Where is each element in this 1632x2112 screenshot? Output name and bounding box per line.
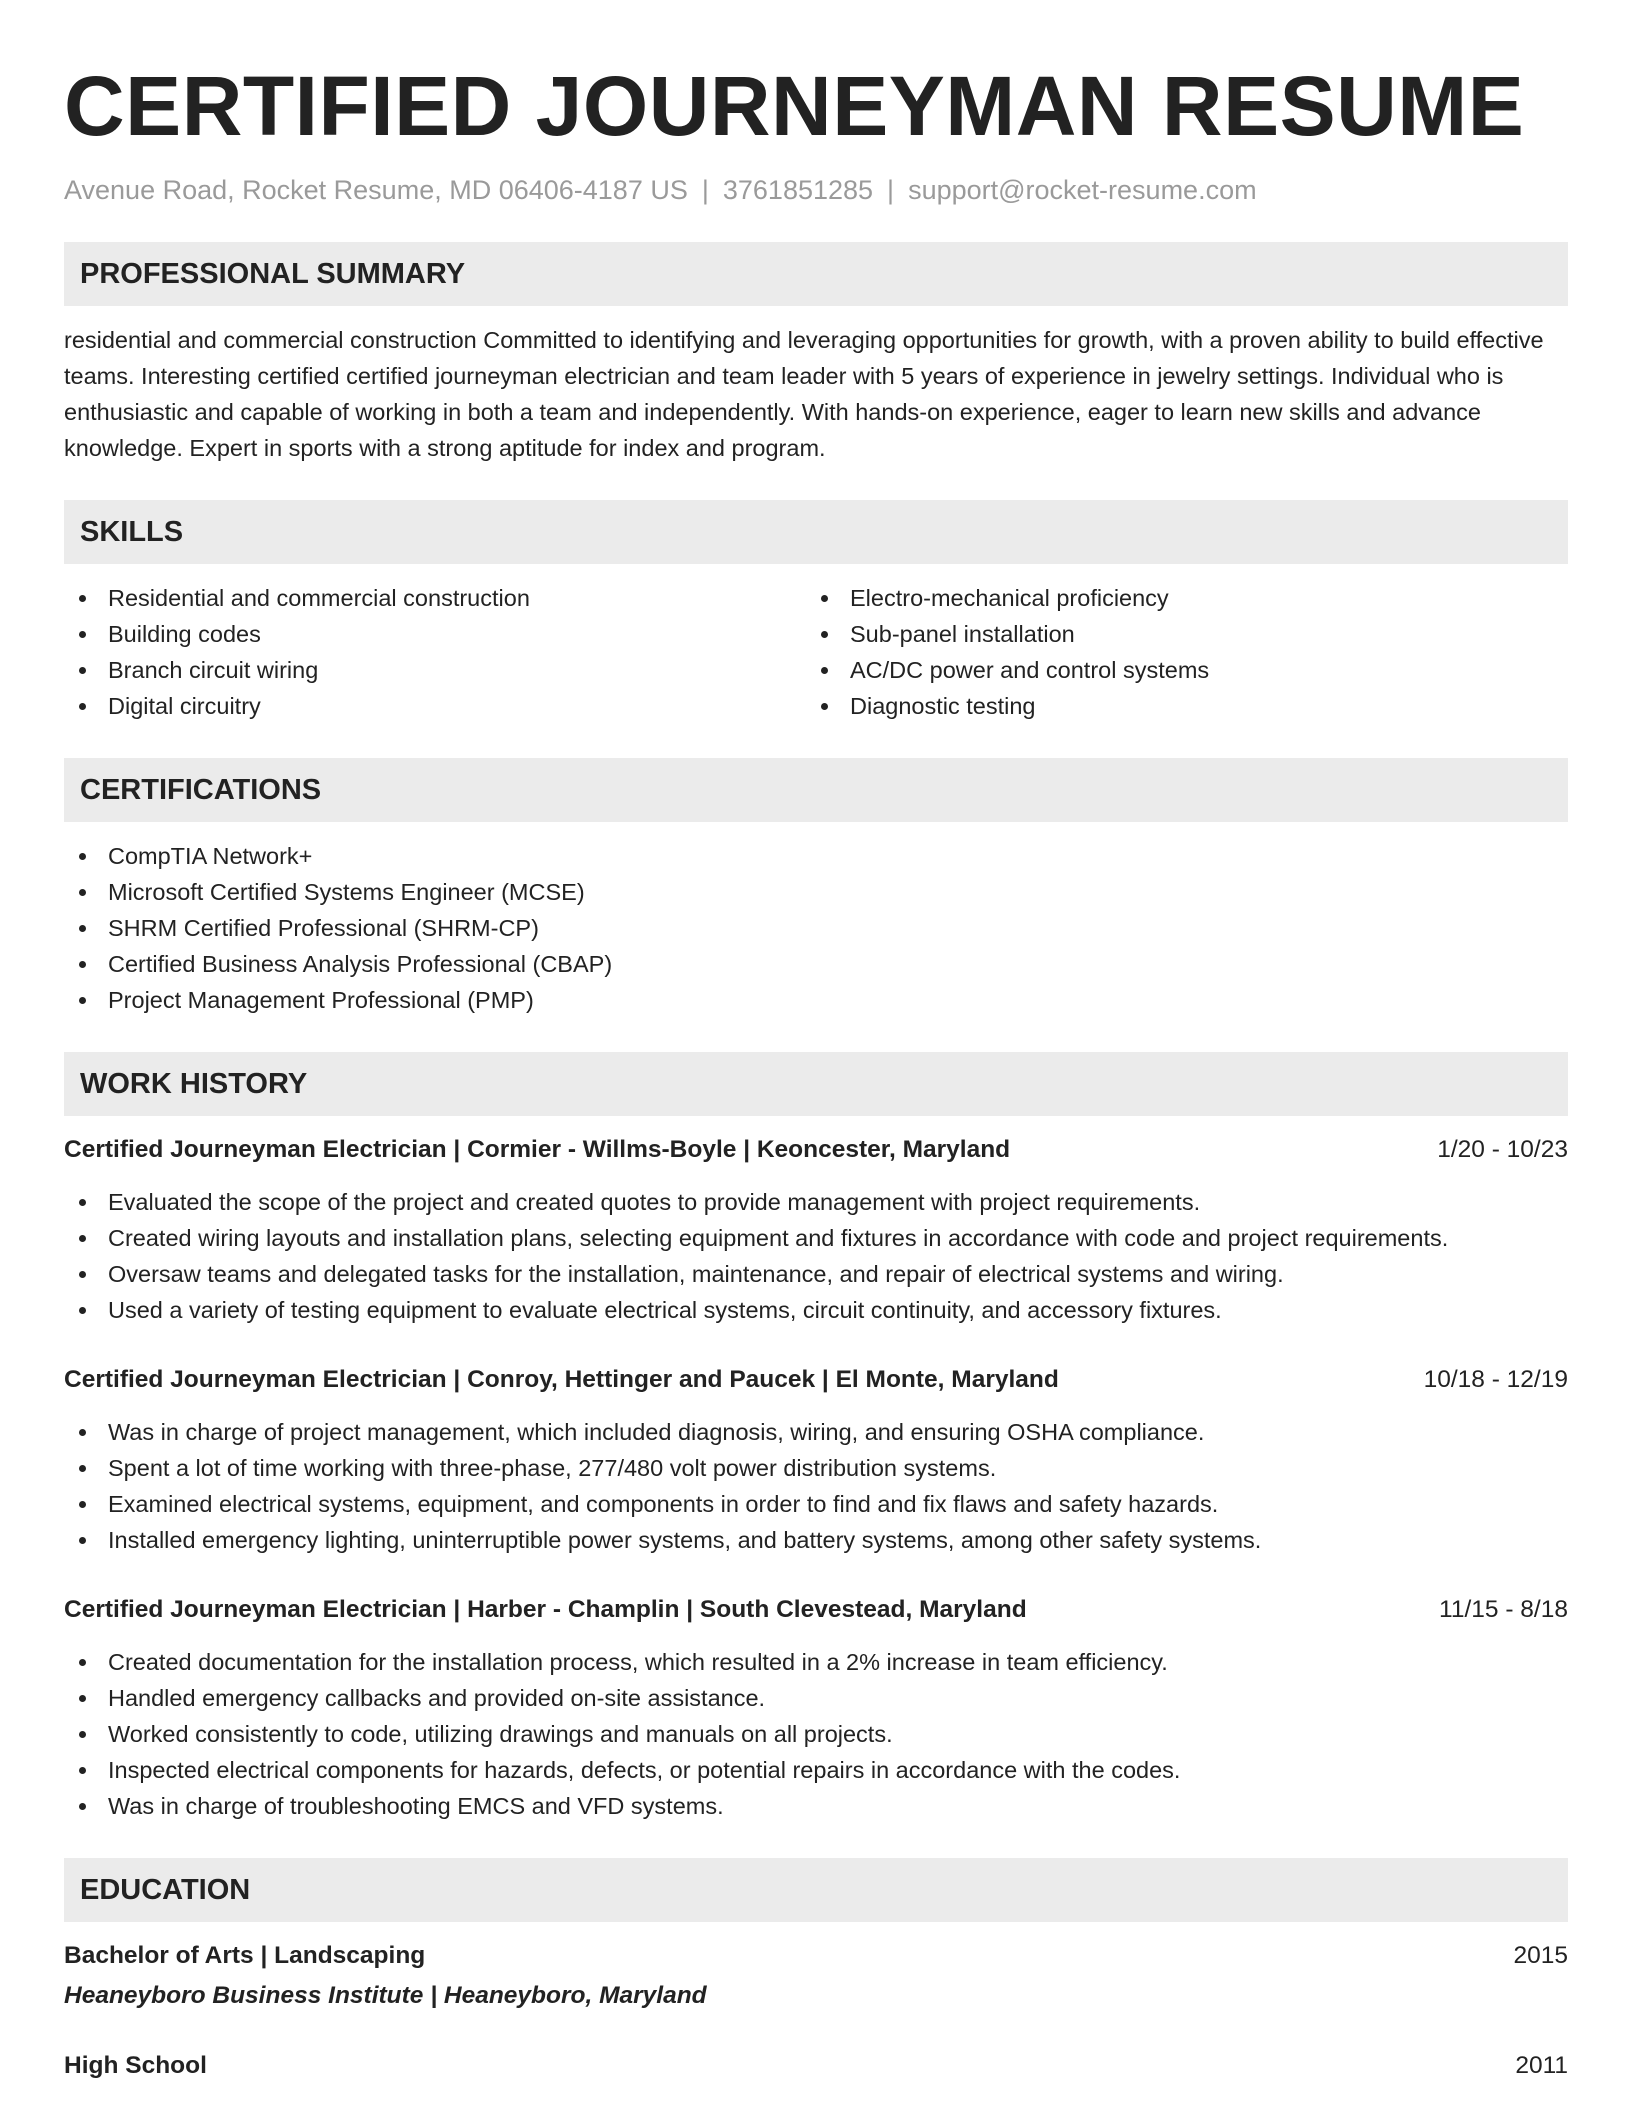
contact-line <box>64 172 1568 208</box>
contact-separator: | <box>701 175 709 205</box>
certifications-list <box>64 838 1568 1018</box>
job-duty: Handled emergency callbacks and provided on-site assistance. <box>64 1680 1568 1716</box>
education-school: Heaneyboro Business Institute | Heaneyboro, Maryland <box>64 1982 707 2009</box>
education-header <box>64 1938 1568 1974</box>
job-entry <box>64 1362 1568 1558</box>
job-duty: Created wiring layouts and installation plans, selecting equipment and fixtures in accordance with code and project requirements. <box>64 1220 1568 1256</box>
skills-column-right <box>806 580 1548 724</box>
job-entry <box>64 1592 1568 1824</box>
job-duty: Spent a lot of time working with three-phase, 277/480 volt power distribution systems. <box>64 1450 1568 1486</box>
skill-item: Diagnostic testing <box>806 688 1548 724</box>
summary-text: residential and commercial construction Committed to identifying and leveraging opportunities for growth, with a proven ability to build effective teams. Interesting certified certified journeyman electrician and team leader with 5 years of experience in jewelry settings. Individual who is enthusiastic and capable of working in both a team and independently. With hands-on experience, eager to learn new skills and advance knowledge. Expert in sports with a strong aptitude for index and program. <box>64 327 1544 461</box>
job-duty: Worked consistently to code, utilizing drawings and manuals on all projects. <box>64 1716 1568 1752</box>
certification-item: SHRM Certified Professional (SHRM-CP) <box>64 910 1568 946</box>
job-header <box>64 1592 1568 1628</box>
job-dates: 10/18 - 12/19 <box>1423 1366 1568 1393</box>
education-entry <box>64 2048 1568 2084</box>
job-duties <box>64 1414 1568 1558</box>
job-header <box>64 1362 1568 1398</box>
job-duty: Created documentation for the installation process, which resulted in a 2% increase in team efficiency. <box>64 1644 1568 1680</box>
section-heading-work-history: WORK HISTORY <box>64 1052 1568 1116</box>
contact-email: support@rocket-resume.com <box>908 175 1257 205</box>
job-duty: Used a variety of testing equipment to evaluate electrical systems, circuit continuity, and accessory fixtures. <box>64 1292 1568 1328</box>
skill-item: Electro-mechanical proficiency <box>806 580 1548 616</box>
section-heading-skills: SKILLS <box>64 500 1568 564</box>
skill-item: Branch circuit wiring <box>64 652 806 688</box>
job-duty: Evaluated the scope of the project and created quotes to provide management with project requirements. <box>64 1184 1568 1220</box>
certification-item: Microsoft Certified Systems Engineer (MCSE) <box>64 874 1568 910</box>
job-entry <box>64 1132 1568 1328</box>
skills-grid <box>64 580 1568 724</box>
job-duty: Was in charge of project management, which included diagnosis, wiring, and ensuring OSHA compliance. <box>64 1414 1568 1450</box>
section-heading-certifications: CERTIFICATIONS <box>64 758 1568 822</box>
resume-page <box>64 0 1568 2084</box>
section-heading-summary: PROFESSIONAL SUMMARY <box>64 242 1568 306</box>
skill-item: Building codes <box>64 616 806 652</box>
skill-item: AC/DC power and control systems <box>806 652 1548 688</box>
job-duty: Installed emergency lighting, uninterruptible power systems, and battery systems, among other safety systems. <box>64 1522 1568 1558</box>
job-duty: Oversaw teams and delegated tasks for the installation, maintenance, and repair of electrical systems and wiring. <box>64 1256 1568 1292</box>
certification-item: Project Management Professional (PMP) <box>64 982 1568 1018</box>
job-duty: Examined electrical systems, equipment, and components in order to find and fix flaws and safety hazards. <box>64 1486 1568 1522</box>
resume-title: CERTIFIED JOURNEYMAN RESUME <box>64 59 1525 153</box>
job-dates: 1/20 - 10/23 <box>1437 1136 1568 1163</box>
education-year: 2011 <box>1515 2052 1568 2079</box>
education-degree: Bachelor of Arts | Landscaping <box>64 1942 426 1969</box>
education-year: 2015 <box>1513 1942 1568 1969</box>
certification-item: CompTIA Network+ <box>64 838 1568 874</box>
contact-phone: 3761851285 <box>722 175 874 205</box>
job-title: Certified Journeyman Electrician | Conroy, Hettinger and Paucek | El Monte, Maryland <box>64 1366 1059 1393</box>
job-duties <box>64 1644 1568 1824</box>
education-degree: High School <box>64 2052 207 2079</box>
job-duty: Was in charge of troubleshooting EMCS and VFD systems. <box>64 1788 1568 1824</box>
contact-separator: | <box>887 175 895 205</box>
job-title: Certified Journeyman Electrician | Harber - Champlin | South Clevestead, Maryland <box>64 1596 1027 1623</box>
certification-item: Certified Business Analysis Professional (CBAP) <box>64 946 1568 982</box>
contact-address: Avenue Road, Rocket Resume, MD 06406-4187 US <box>64 175 688 205</box>
skills-column-left <box>64 580 806 724</box>
job-duty: Inspected electrical components for hazards, defects, or potential repairs in accordance with the codes. <box>64 1752 1568 1788</box>
job-dates: 11/15 - 8/18 <box>1439 1596 1568 1623</box>
skill-item: Digital circuitry <box>64 688 806 724</box>
job-title: Certified Journeyman Electrician | Cormier - Willms-Boyle | Keoncester, Maryland <box>64 1136 1011 1163</box>
section-heading-education: EDUCATION <box>64 1858 1568 1922</box>
skill-item: Sub-panel installation <box>806 616 1548 652</box>
education-entry <box>64 1938 1568 2014</box>
skill-item: Residential and commercial construction <box>64 580 806 616</box>
job-duties <box>64 1184 1568 1328</box>
education-header <box>64 2048 1568 2084</box>
job-header <box>64 1132 1568 1168</box>
